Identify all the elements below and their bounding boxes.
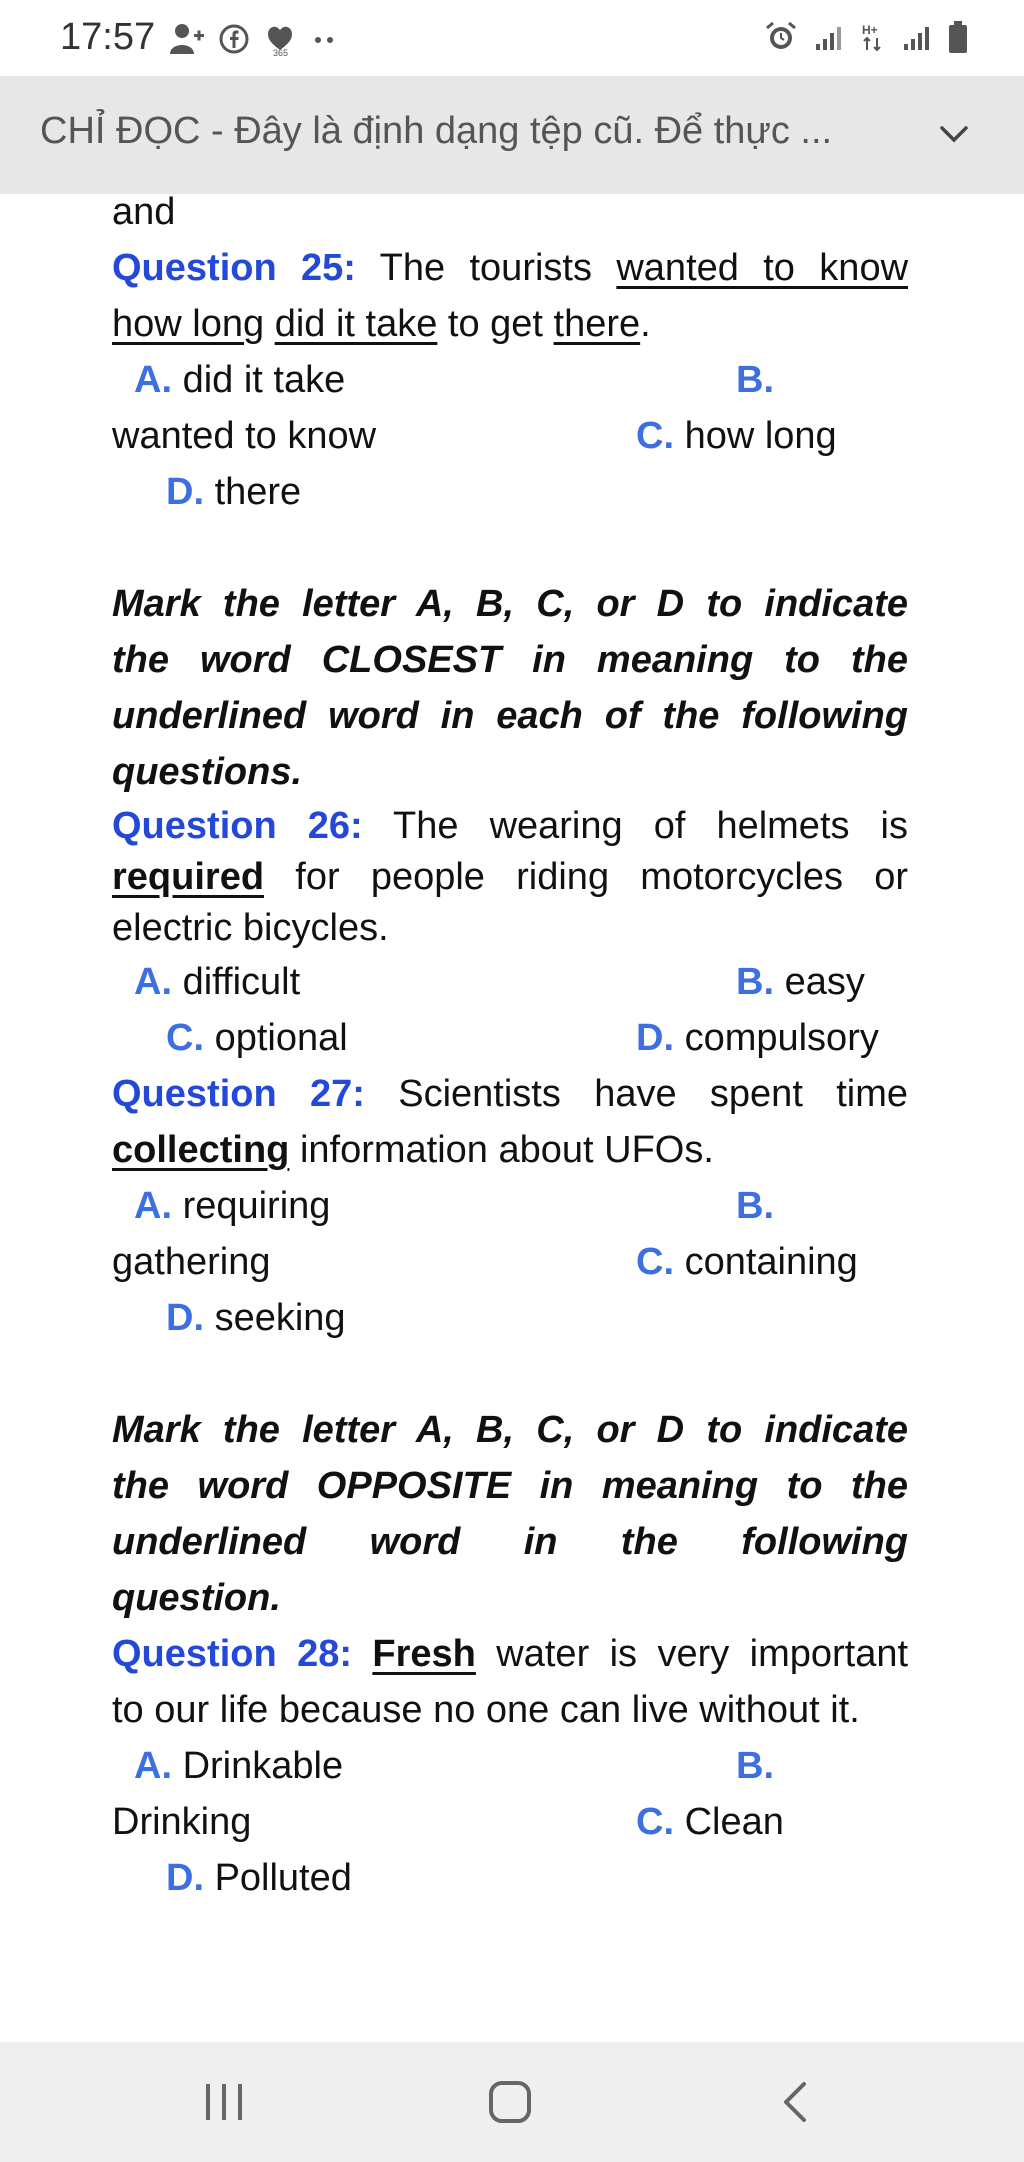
status-time: 17:57 — [60, 16, 156, 58]
option-b-letter — [736, 1178, 774, 1234]
home-icon[interactable] — [488, 2080, 532, 2124]
option-b-letter — [736, 1738, 774, 1794]
question-26-label: Question 26: — [112, 805, 363, 847]
underlined-word: how long — [112, 303, 265, 345]
option-text: containing — [684, 1241, 858, 1283]
option-c — [166, 1010, 348, 1066]
option-row — [112, 1234, 908, 1290]
option-letter: C. — [636, 415, 674, 457]
option-b-letter — [736, 352, 774, 408]
instruction-line: question. — [112, 1577, 281, 1619]
option-d — [166, 1850, 352, 1906]
punctuation: . — [640, 303, 651, 345]
signal-icon-2 — [902, 22, 932, 52]
facebook-icon — [218, 23, 250, 55]
question-text: The wearing of helmets is — [393, 805, 908, 847]
question-text: to our life because no one can live without it. — [112, 1689, 860, 1731]
underlined-word: Fresh — [372, 1633, 476, 1675]
option-letter: A. — [134, 359, 172, 401]
option-letter: D. — [636, 1017, 674, 1059]
option-text: seeking — [214, 1297, 346, 1339]
text-fragment: and — [112, 191, 176, 233]
option-b-text: Drinking — [112, 1801, 252, 1843]
question-25-line-2 — [112, 296, 908, 352]
option-row — [112, 954, 908, 1010]
question-26-line-1 — [112, 800, 908, 852]
status-right-icons — [764, 20, 968, 54]
chevron-down-icon[interactable] — [934, 120, 974, 150]
instruction-line: Mark the letter A, B, C, or D to indicate — [112, 1409, 908, 1451]
signal-icon — [814, 22, 844, 52]
instruction-line: the word OPPOSITE in meaning to the — [112, 1465, 908, 1507]
option-letter: B. — [736, 359, 774, 401]
option-a — [134, 352, 345, 408]
option-b-text: gathering — [112, 1241, 271, 1283]
option-row — [112, 1850, 908, 1906]
question-text: water is very important — [496, 1633, 909, 1675]
option-d — [166, 1290, 346, 1346]
option-text: Polluted — [214, 1857, 352, 1899]
option-text: Drinkable — [182, 1745, 344, 1787]
option-letter: B. — [736, 961, 774, 1003]
underlined-word: required — [112, 856, 265, 898]
option-text: easy — [784, 961, 865, 1003]
text-line — [112, 184, 908, 240]
recent-apps-icon[interactable] — [202, 2082, 246, 2122]
instruction-line: Mark the letter A, B, C, or D to indicate — [112, 583, 908, 625]
underlined-word: did it take — [274, 303, 438, 345]
option-row — [112, 1178, 908, 1234]
option-b — [736, 954, 865, 1010]
option-row — [112, 1290, 908, 1346]
question-25-line-1 — [112, 240, 908, 296]
question-text: Scientists have spent time — [398, 1073, 908, 1115]
option-text: optional — [214, 1017, 348, 1059]
option-row — [112, 1010, 908, 1066]
question-27-label: Question 27: — [112, 1073, 365, 1115]
option-text: difficult — [182, 961, 301, 1003]
option-d — [636, 1010, 879, 1066]
document-body — [112, 184, 908, 1906]
battery-icon — [948, 20, 968, 54]
option-letter: D. — [166, 1297, 204, 1339]
option-a — [134, 954, 300, 1010]
question-text: information about UFOs. — [299, 1129, 714, 1171]
option-text: compulsory — [684, 1017, 879, 1059]
option-row — [112, 352, 908, 408]
instruction-line: underlined word in the following — [112, 1521, 908, 1563]
question-27-line-2 — [112, 1122, 908, 1178]
question-28-line-1 — [112, 1626, 908, 1682]
option-row — [112, 1738, 908, 1794]
option-a — [134, 1178, 330, 1234]
question-27-line-1 — [112, 1066, 908, 1122]
option-letter: B. — [736, 1185, 774, 1227]
option-text: did it take — [182, 359, 346, 401]
option-c — [636, 1794, 784, 1850]
option-row — [112, 408, 908, 464]
option-c — [636, 408, 837, 464]
option-text: Clean — [684, 1801, 784, 1843]
question-text: to get — [447, 303, 543, 345]
option-letter: C. — [166, 1017, 204, 1059]
svg-text:H+: H+ — [862, 23, 878, 37]
status-bar — [0, 0, 1024, 76]
option-row — [112, 1794, 908, 1850]
option-text: how long — [684, 415, 837, 457]
question-26-line-2 — [112, 852, 908, 902]
spacer — [112, 520, 908, 576]
option-a — [134, 1738, 343, 1794]
option-text: requiring — [182, 1185, 331, 1227]
question-28-label: Question 28: — [112, 1633, 352, 1675]
spacer — [112, 1346, 908, 1402]
read-only-banner-text: CHỈ ĐỌC - Đây là định dạng tệp cũ. Để thực ... — [40, 110, 833, 152]
option-letter: C. — [636, 1801, 674, 1843]
read-only-banner[interactable] — [0, 76, 1024, 194]
question-text: electric bicycles. — [112, 907, 389, 949]
notification-icon — [264, 22, 296, 56]
instruction-line: the word CLOSEST in meaning to the — [112, 639, 908, 681]
question-25-label: Question 25: — [112, 247, 356, 289]
question-28-line-2 — [112, 1682, 908, 1738]
option-letter: C. — [636, 1241, 674, 1283]
svg-text:365: 365 — [273, 48, 289, 56]
option-letter: A. — [134, 1185, 172, 1227]
question-text: for people riding motorcycles or — [295, 856, 908, 898]
instruction-line: questions. — [112, 751, 303, 793]
more-dots-icon — [310, 24, 340, 54]
option-text: there — [214, 471, 302, 513]
navigation-bar — [0, 2042, 1024, 2162]
option-row — [112, 464, 908, 520]
data-icon — [860, 21, 886, 53]
question-text: The tourists — [379, 247, 592, 289]
option-letter: A. — [134, 1745, 172, 1787]
status-left-icons — [168, 22, 340, 56]
underlined-word: there — [553, 303, 641, 345]
person-plus-icon — [168, 22, 204, 56]
question-26-line-3 — [112, 902, 908, 954]
option-c — [636, 1234, 858, 1290]
instruction-line: underlined word in each of the following — [112, 695, 908, 737]
option-b-text: wanted to know — [112, 415, 377, 457]
option-d — [166, 464, 301, 520]
option-letter: D. — [166, 471, 204, 513]
option-letter: B. — [736, 1745, 774, 1787]
alarm-icon — [764, 20, 798, 54]
underlined-word: wanted to know — [616, 247, 909, 289]
underlined-word: collecting — [112, 1129, 290, 1171]
option-letter: D. — [166, 1857, 204, 1899]
option-letter: A. — [134, 961, 172, 1003]
back-icon[interactable] — [780, 2080, 810, 2124]
